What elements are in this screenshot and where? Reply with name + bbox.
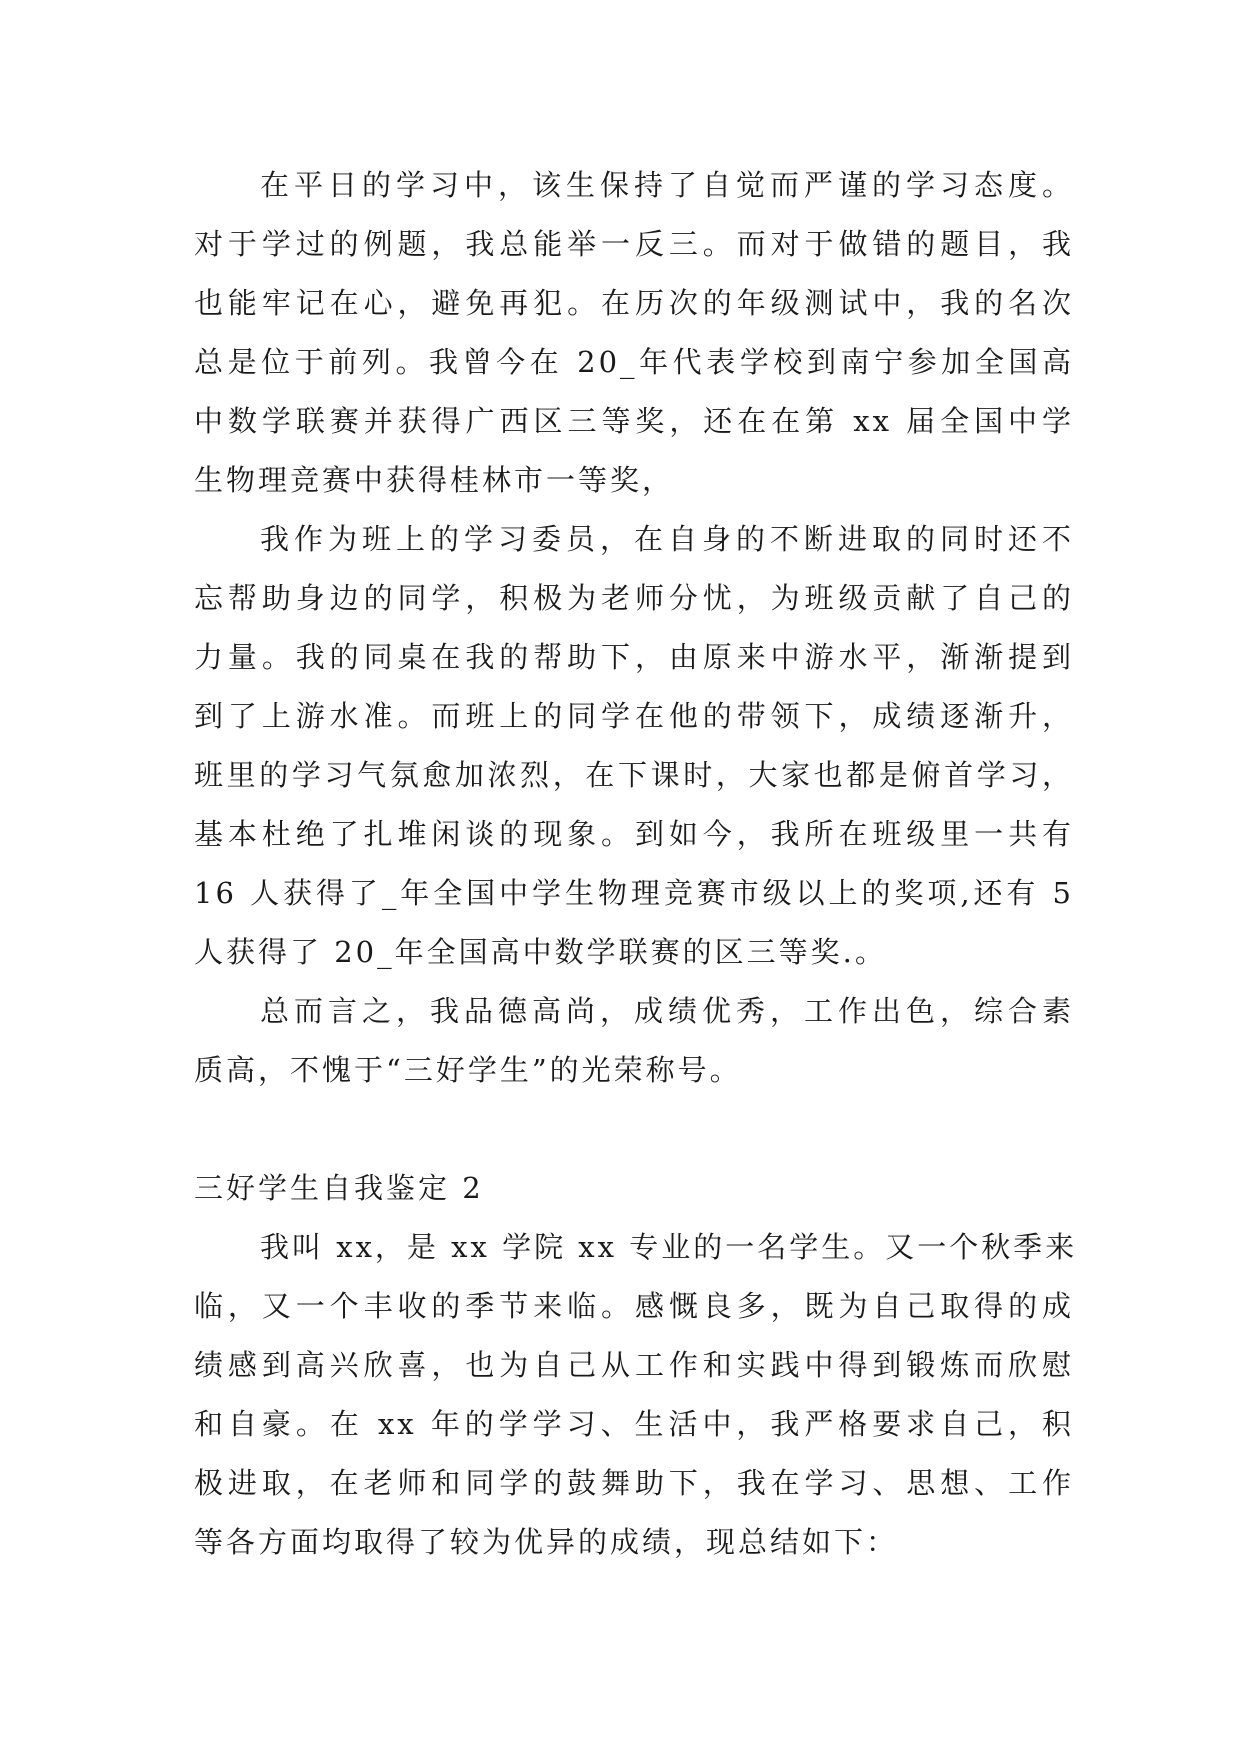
paragraph-line: 忘帮助身边的同学，积极为老师分忧，为班级贡献了自己的 xyxy=(194,581,1074,615)
paragraph-line: 我作为班上的学习委员，在自身的不断进取的同时还不 xyxy=(260,522,1074,556)
paragraph-line: 绩感到高兴欣喜，也为自己从工作和实践中得到锻炼而欣慰 xyxy=(194,1348,1074,1382)
paragraph-line: 临，又一个丰收的季节来临。感慨良多，既为自己取得的成 xyxy=(194,1289,1074,1323)
paragraph-line: 班里的学习气氛愈加浓烈，在下课时，大家也都是俯首学习， xyxy=(194,758,1074,792)
paragraph-line: 质高，不愧于“三好学生”的光荣称号。 xyxy=(194,1053,742,1087)
paragraph-line: 力量。我的同桌在我的帮助下，由原来中游水平，渐渐提到 xyxy=(194,640,1074,674)
paragraph-line: 总是位于前列。我曾今在 20_年代表学校到南宁参加全国高 xyxy=(194,345,1074,379)
paragraph-line: 人获得了 20_年全国高中数学联赛的区三等奖.。 xyxy=(194,935,887,969)
paragraph-line: 到了上游水准。而班上的同学在他的带领下，成绩逐渐升， xyxy=(194,699,1074,733)
paragraph-line: 16 人获得了_年全国中学生物理竞赛市级以上的奖项,还有 5 xyxy=(194,876,1074,910)
paragraph-line: 我叫 xx，是 xx 学院 xx 专业的一名学生。又一个秋季来 xyxy=(260,1230,1078,1264)
section-title: 三好学生自我鉴定 2 xyxy=(194,1171,484,1205)
paragraph-introduction xyxy=(194,1218,1078,1572)
paragraph-line: 和自豪。在 xx 年的学学习、生活中，我严格要求自己，积 xyxy=(194,1407,1074,1441)
paragraph-study-attitude xyxy=(194,156,1074,510)
paragraph-line: 中数学联赛并获得广西区三等奖，还在在第 xx 届全国中学 xyxy=(194,404,1074,438)
paragraph-line: 也能牢记在心，避免再犯。在历次的年级测试中，我的名次 xyxy=(194,286,1074,320)
paragraph-line: 在平日的学习中，该生保持了自觉而严谨的学习态度。 xyxy=(260,168,1074,202)
paragraph-conclusion xyxy=(194,982,1074,1100)
blank-line xyxy=(194,1100,1074,1159)
document-body xyxy=(194,156,1078,1572)
paragraph-line: 极进取，在老师和同学的鼓舞助下，我在学习、思想、工作 xyxy=(194,1466,1074,1500)
paragraph-line: 对于学过的例题，我总能举一反三。而对于做错的题目，我 xyxy=(194,227,1074,261)
paragraph-line: 生物理竞赛中获得桂林市一等奖， xyxy=(194,463,675,497)
paragraph-line: 总而言之，我品德高尚，成绩优秀，工作出色，综合素 xyxy=(260,994,1074,1028)
paragraph-line: 基本杜绝了扎堆闲谈的现象。到如今，我所在班级里一共有 xyxy=(194,817,1074,851)
paragraph-line: 等各方面均取得了较为优异的成绩，现总结如下： xyxy=(194,1525,899,1559)
paragraph-study-committee xyxy=(194,510,1074,982)
